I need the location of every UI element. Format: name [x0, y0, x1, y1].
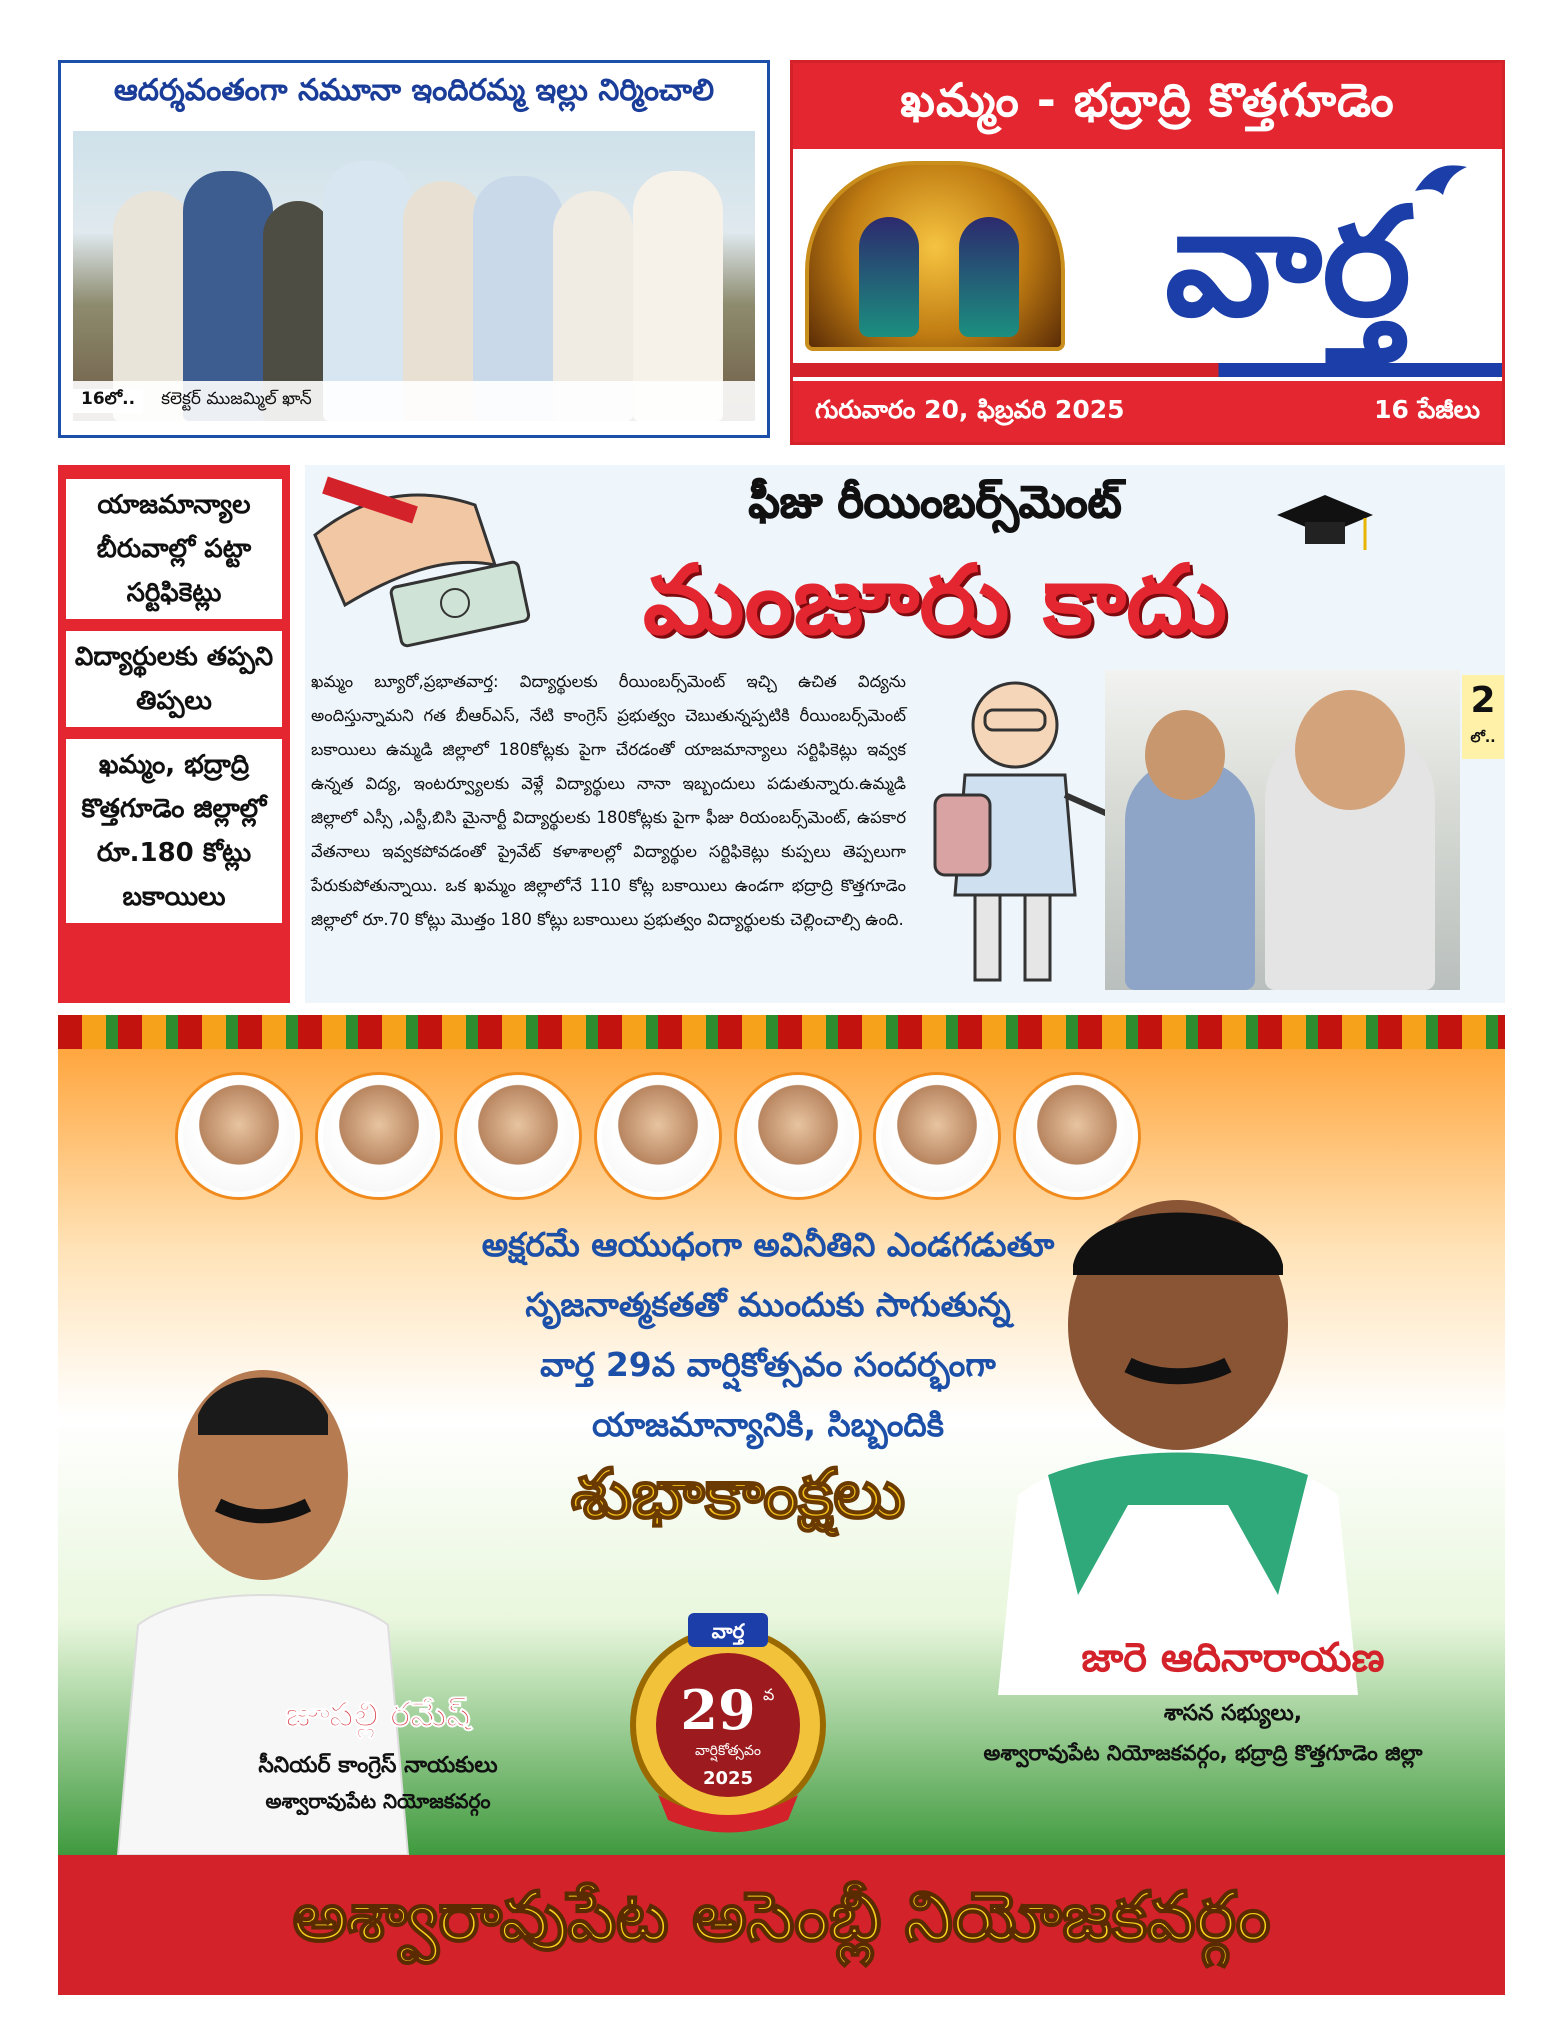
highlight-item: విద్యార్థులకు తప్పని తిప్పలు	[66, 631, 282, 727]
photo-caption-bar	[73, 381, 755, 421]
emblem-number: 29	[680, 1678, 756, 1742]
leader-portrait	[737, 1075, 859, 1197]
photo-caption: కలెక్టర్ ముజమ్మిల్ ఖాన్	[161, 389, 312, 409]
dove-icon	[1413, 161, 1473, 201]
anniversary-ad	[58, 1015, 1505, 1855]
top-news-photo	[73, 131, 755, 421]
right-person-constituency: అశ్వారావుపేట నియోజకవర్గం, భద్రాద్రి కొత్తగూడెం జిల్లా	[983, 1741, 1423, 1765]
anniversary-emblem	[618, 1605, 838, 1835]
emblem-year: 2025	[702, 1768, 754, 1789]
page-ref-number: 2	[1470, 680, 1496, 721]
top-news-headline: ఆదర్శవంతంగా నమూనా ఇందిరమ్మ ఇల్లు నిర్మించాలి	[113, 73, 715, 108]
right-person-role: శాసన సభ్యులు,	[1163, 1701, 1303, 1726]
message-line: అక్షరమే ఆయుధంగా అవినీతిని ఎండగడుతూ	[481, 1225, 1055, 1264]
edition-name: ఖమ్మం - భద్రాద్రి కొత్తగూడెం	[793, 63, 1502, 149]
deity-image	[805, 161, 1065, 351]
leader-portrait	[178, 1075, 300, 1197]
page-count: 16 పేజీలు	[1374, 395, 1480, 424]
masthead	[790, 60, 1505, 445]
story-body: ఖమ్మం బ్యూరో,ప్రభాతవార్త: విద్యార్థులకు రీయింబర్స్‌మెంట్ ఇచ్చి ఉచిత విద్యను అందిస్తున్నామని గత బీఆర్ఎస్, నేటి కాంగ్రెస్ ప్రభుత్వం చెబుతున్నప్పటికి రీయింబర్స్‌మెంట్ బకాయిలు ఉమ్మడి జిల్లాలో 180కోట్లకు పైగా చేరడంతో యాజమాన్యాలు సర్టిఫికెట్లు ఇవ్వక ఉన్నత విద్య, ఇంటర్వ్యూలకు వెళ్లే విద్యార్థులు నానా ఇబ్బందులు పడుతున్నారు.ఉమ్మడి జిల్లాలో ఎస్సీ ,ఎస్టీ,బిసి మైనార్టీ విద్యార్థులకు 180కోట్లకు పైగా ఫీజు రియంబర్స్‌మెంట్, ఉపకార వేతనాలు ఇవ్వకపోవడంతో ప్రైవేట్ కళాశాలల్లో విద్యార్థుల సర్టిఫికెట్లు కుప్పలు తెప్పలుగా పేరుకుపోతున్నాయి. ఒక ఖమ్మం జిల్లాలోనే 110 కోట్ల బకాయిలు ఉండగా భద్రాద్రి కొత్తగూడెం జిల్లాలో రూ.70 కోట్లు మొత్తం 180 కోట్లు బకాయిలు ప్రభుత్వం విద్యార్థులకు చెల్లించాల్సి ఉంది.	[311, 672, 906, 929]
newspaper-logo: వార్త	[1164, 176, 1412, 350]
message-line: సృజనాత్మకతతో ముందుకు సాగుతున్న	[525, 1285, 1011, 1324]
masthead-dateline	[793, 381, 1502, 445]
leader-portrait	[457, 1075, 579, 1197]
highlight-item: యాజమాన్యాల బీరువాల్లో పట్టా సర్టిఫికెట్లు	[66, 479, 282, 619]
flower-garland	[58, 1015, 1505, 1049]
greeting-word: శుభాకాంక్షలు	[570, 1455, 906, 1534]
issue-date: గురువారం 20, ఫిబ్రవరి 2025	[815, 395, 1125, 424]
hand-cash-illustration	[305, 475, 535, 655]
message-line: యాజమాన్యానికి, సిబ్బందికి	[592, 1405, 944, 1444]
emblem-label: వార్షికోత్సవం	[694, 1743, 762, 1759]
page-reference-badge[interactable]	[1462, 675, 1504, 759]
greeting-message	[398, 1215, 1138, 1645]
story-headline: మంజూరు కాదు	[642, 544, 1228, 656]
lead-story[interactable]	[305, 465, 1505, 1003]
left-person-constituency: అశ్వారావుపేట నియోజకవర్గం	[265, 1789, 491, 1813]
constituency-title: అశ్వారావుపేట అసెంబ్లీ నియోజకవర్గం	[292, 1877, 1271, 1957]
student-cartoon	[905, 665, 1115, 995]
left-person-role: సీనియర్ కాంగ్రెస్ నాయకులు	[258, 1753, 498, 1778]
leader-portrait	[318, 1075, 440, 1197]
page-ref-suffix: లో..	[1470, 730, 1496, 746]
leader-portrait	[597, 1075, 719, 1197]
masthead-stripe	[793, 363, 1502, 377]
page-reference[interactable]: 16లో..	[73, 389, 143, 413]
message-line: వార్త 29వ వార్షికోత్సవం సందర్భంగా	[540, 1345, 996, 1384]
story-kicker: ఫీజు రీయింబర్స్‌మెంట్	[748, 477, 1122, 528]
highlights-column	[58, 465, 290, 1003]
highlight-item: ఖమ్మం, భద్రాద్రి కొత్తగూడెం జిల్లాల్లో రూ.180 కోట్లు బకాయిలు	[66, 739, 282, 923]
right-person-name: జారె ఆదినారాయణ	[1081, 1635, 1385, 1681]
left-person-name: జూపల్లి రమేష్	[285, 1695, 471, 1735]
students-photo	[1105, 670, 1460, 990]
top-news-box[interactable]	[58, 60, 770, 438]
emblem-suffix: వ	[763, 1685, 775, 1704]
footer-banner	[58, 1855, 1505, 1995]
emblem-logo: వార్త	[711, 1619, 745, 1643]
